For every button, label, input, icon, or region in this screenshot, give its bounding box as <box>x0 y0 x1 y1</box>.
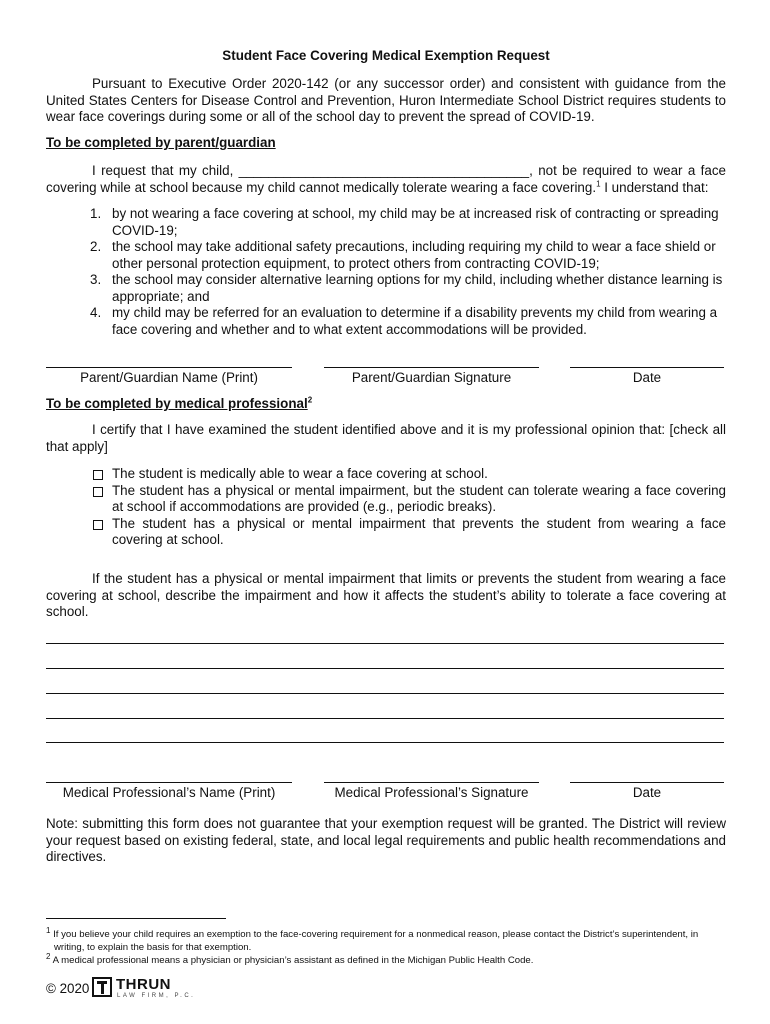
option-label: The student has a physical or mental impairment, but the student can tolerate wearing a face covering at school if accommodations are provided (e.g., periodic breaks). <box>112 482 726 514</box>
intro-paragraph: Pursuant to Executive Order 2020-142 (or any successor order) and consistent with guidance from the United States Centers for Disease Control and Prevention, Huron Intermediate School District requires students to wear face coverings during some or all of the school day to prevent the spread of COVID-19. <box>46 76 726 124</box>
option-able[interactable] <box>46 466 726 483</box>
logo-wordmark: THRUN <box>116 976 171 993</box>
option-label: The student is medically able to wear a face covering at school. <box>112 466 488 481</box>
footnote-1 <box>46 925 726 954</box>
request-text: I request that my child, _______________________________________, not be required to wear a face covering while at school because my child cannot medically tolerate wearing a face covering. <box>46 163 726 195</box>
list-text: my child may be referred for an evaluation to determine if a disability prevents my child from wearing a face covering and whether and to what extent accommodations will be provided. <box>112 305 718 337</box>
description-line[interactable] <box>46 668 724 669</box>
footnote-ref-2: 2 <box>307 395 313 405</box>
description-line[interactable] <box>46 718 724 719</box>
describe-paragraph: If the student has a physical or mental impairment that limits or prevents the student from wearing a face covering at school, describe the impairment and how it affects the student’s ability to tolerate a face covering at school. <box>46 571 726 619</box>
parent-name-field[interactable]: Parent/Guardian Name (Print) <box>46 367 292 385</box>
footnote-ref-1: 1 <box>596 179 601 189</box>
list-item <box>46 239 726 272</box>
list-item <box>46 206 726 239</box>
certify-paragraph: I certify that I have examined the student identified above and it is my professional opinion that: [check all that apply] <box>46 422 726 454</box>
list-text: the school may consider alternative learning options for my child, including whether distance learning is appropriate; and <box>112 272 723 304</box>
list-number: 4. <box>90 305 102 320</box>
medical-section-heading <box>46 396 726 412</box>
checkbox-icon[interactable] <box>93 470 103 480</box>
list-item <box>46 305 726 338</box>
understanding-list <box>46 206 726 338</box>
description-line[interactable] <box>46 643 724 644</box>
checkbox-icon[interactable] <box>93 520 103 530</box>
footnote-mark: 1 <box>46 925 51 935</box>
parent-request-paragraph <box>46 163 726 196</box>
medical-signature-field[interactable]: Medical Professional’s Signature <box>324 782 539 800</box>
list-item <box>46 272 726 305</box>
option-prevents[interactable] <box>46 516 726 549</box>
footnote-text: A medical professional means a physician or physician’s assistant as defined in the Michigan Public Health Code. <box>52 955 534 966</box>
thrun-logo-icon <box>92 977 112 997</box>
parent-section-heading <box>46 135 726 151</box>
parent-heading-text: To be completed by parent/guardian <box>46 135 276 150</box>
disclaimer-note: Note: submitting this form does not guarantee that your exemption request will be granted. The District will review your request based on existing federal, state, and local legal requirements and public health recommendations and directives. <box>46 816 726 864</box>
parent-signature-field[interactable]: Parent/Guardian Signature <box>324 367 539 385</box>
footnote-text: If you believe your child requires an exemption to the face-covering requirement for a nonmedical reason, please contact the District’s superintendent, in writing, to explain the basis for that exemption. <box>53 929 699 953</box>
list-number: 2. <box>90 239 102 254</box>
parent-date-field[interactable]: Date <box>570 367 724 385</box>
medical-name-field[interactable]: Medical Professional’s Name (Print) <box>46 782 292 800</box>
medical-date-field[interactable]: Date <box>570 782 724 800</box>
footnote-2 <box>46 951 726 967</box>
option-label: The student has a physical or mental impairment that prevents the student from wearing a face covering at school. <box>112 515 726 547</box>
list-text: the school may take additional safety precautions, including requiring my child to wear a face shield or other personal protection equipment, to protect others from contracting COVID-19; <box>112 239 716 271</box>
copyright: © 2020 <box>46 981 90 996</box>
exemption-options <box>46 466 726 549</box>
checkbox-icon[interactable] <box>93 487 103 497</box>
request-text-2: I understand that: <box>600 179 709 195</box>
footnote-mark: 2 <box>46 951 51 961</box>
footnotes <box>46 925 726 967</box>
description-line[interactable] <box>46 693 724 694</box>
list-number: 1. <box>90 206 102 221</box>
list-text: by not wearing a face covering at school, my child may be at increased risk of contracting or spreading COVID-19; <box>112 206 719 238</box>
page-footer <box>46 976 346 1002</box>
description-line[interactable] <box>46 742 724 743</box>
document-title: Student Face Covering Medical Exemption Request <box>222 48 550 63</box>
medical-heading-text: To be completed by medical professional <box>46 396 308 411</box>
list-number: 3. <box>90 272 102 287</box>
option-tolerate-with-accommodations[interactable] <box>46 483 726 516</box>
logo-subtitle: LAW FIRM, P.C. <box>117 993 196 999</box>
footnote-divider <box>46 918 226 919</box>
